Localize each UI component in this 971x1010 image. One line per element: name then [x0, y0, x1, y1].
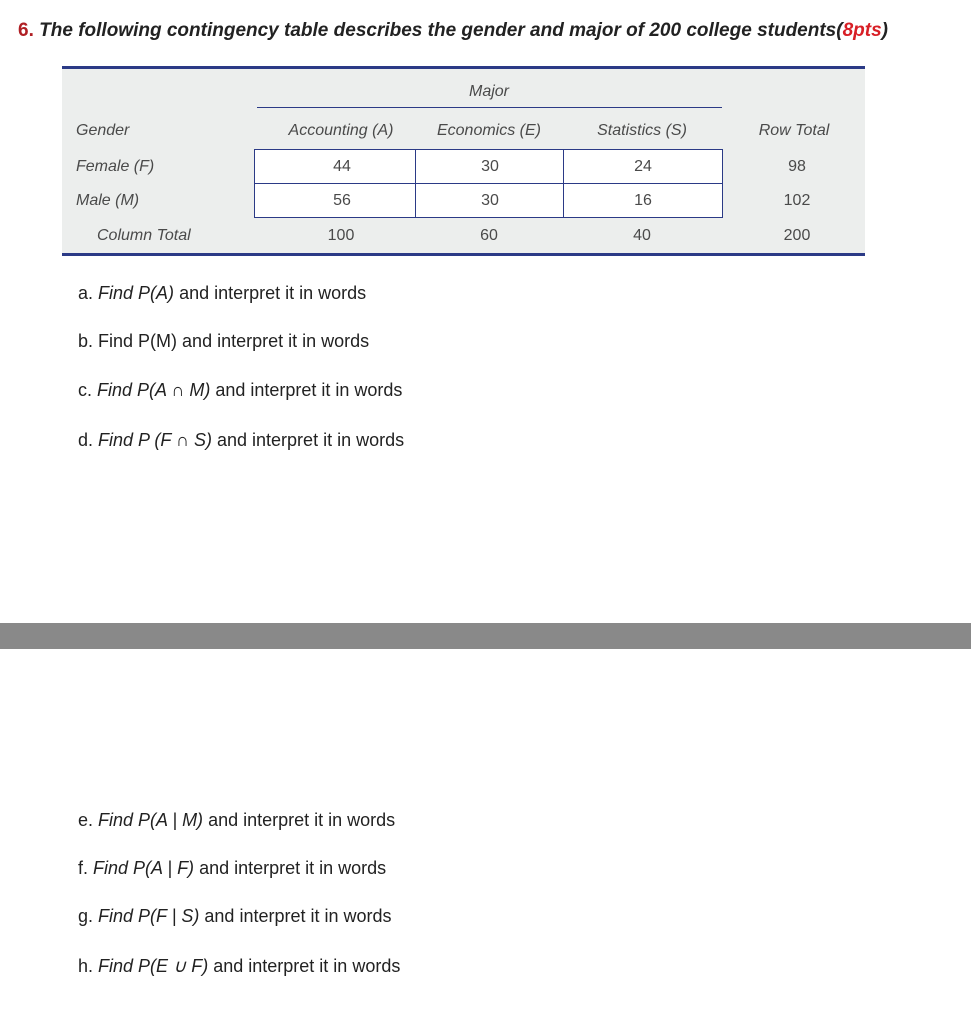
question-a — [78, 283, 366, 304]
question-rest: and interpret it in words — [208, 956, 401, 976]
question-rest: and interpret it in words — [177, 331, 370, 351]
cell-female-accounting: 44 — [333, 158, 351, 175]
row-label-male: Male (M) — [76, 192, 140, 209]
points-label: 8pts — [842, 20, 882, 41]
question-d — [78, 430, 404, 451]
question-e — [78, 810, 395, 831]
question-find: Find P(E ∪ F) — [98, 956, 209, 976]
major-underline — [257, 107, 722, 108]
question-letter: f. — [78, 858, 89, 878]
gender-header: Gender — [76, 122, 130, 139]
problem-statement: The following contingency table describes the gender and major of 200 college students( — [39, 20, 843, 41]
question-letter: e. — [78, 810, 94, 830]
data-grid — [254, 149, 723, 218]
row-total-male: 102 — [783, 192, 811, 209]
col-header-economics: Economics (E) — [436, 122, 542, 139]
question-letter: a. — [78, 283, 94, 303]
question-h — [78, 956, 400, 977]
question-letter: d. — [78, 430, 94, 450]
contingency-table — [62, 66, 865, 256]
question-f — [78, 858, 386, 879]
question-rest: and interpret it in words — [212, 430, 405, 450]
column-total-accounting: 100 — [327, 227, 355, 244]
question-find: Find P(M) — [98, 331, 178, 351]
question-b — [78, 331, 369, 352]
column-total-label: Column Total — [97, 227, 191, 244]
cell-male-accounting: 56 — [333, 192, 351, 209]
question-letter: g. — [78, 906, 94, 926]
close-paren: ) — [881, 20, 888, 41]
grand-total: 200 — [783, 227, 811, 244]
col-header-accounting: Accounting (A) — [288, 122, 394, 139]
question-rest: and interpret it in words — [174, 283, 367, 303]
cell-male-statistics: 16 — [634, 192, 652, 209]
cell-female-statistics: 24 — [634, 158, 652, 175]
question-c — [78, 380, 402, 401]
row-label-female: Female (F) — [76, 158, 155, 175]
cell-male-economics: 30 — [481, 192, 499, 209]
question-rest: and interpret it in words — [203, 810, 396, 830]
page-divider — [0, 623, 971, 649]
question-rest: and interpret it in words — [210, 380, 403, 400]
question-rest: and interpret it in words — [194, 858, 387, 878]
question-letter: c. — [78, 380, 93, 400]
question-find: Find P(A | F) — [93, 858, 195, 878]
question-letter: h. — [78, 956, 94, 976]
question-find: Find P(F | S) — [98, 906, 200, 926]
row-total-header: Row Total — [758, 122, 830, 139]
question-letter: b. — [78, 331, 94, 351]
question-find: Find P (F ∩ S) — [98, 430, 212, 450]
cell-female-economics: 30 — [481, 158, 499, 175]
col-header-statistics: Statistics (S) — [597, 122, 687, 139]
row-total-female: 98 — [788, 158, 806, 175]
question-rest: and interpret it in words — [199, 906, 392, 926]
column-total-statistics: 40 — [633, 227, 651, 244]
question-find: Find P(A) — [98, 283, 175, 303]
problem-number: 6. — [18, 20, 34, 41]
question-find: Find P(A ∩ M) — [97, 380, 211, 400]
column-total-economics: 60 — [480, 227, 498, 244]
grid-divider — [255, 183, 722, 184]
question-g — [78, 906, 392, 927]
problem-title — [18, 20, 888, 42]
question-find: Find P(A | M) — [98, 810, 204, 830]
major-header: Major — [468, 83, 510, 100]
